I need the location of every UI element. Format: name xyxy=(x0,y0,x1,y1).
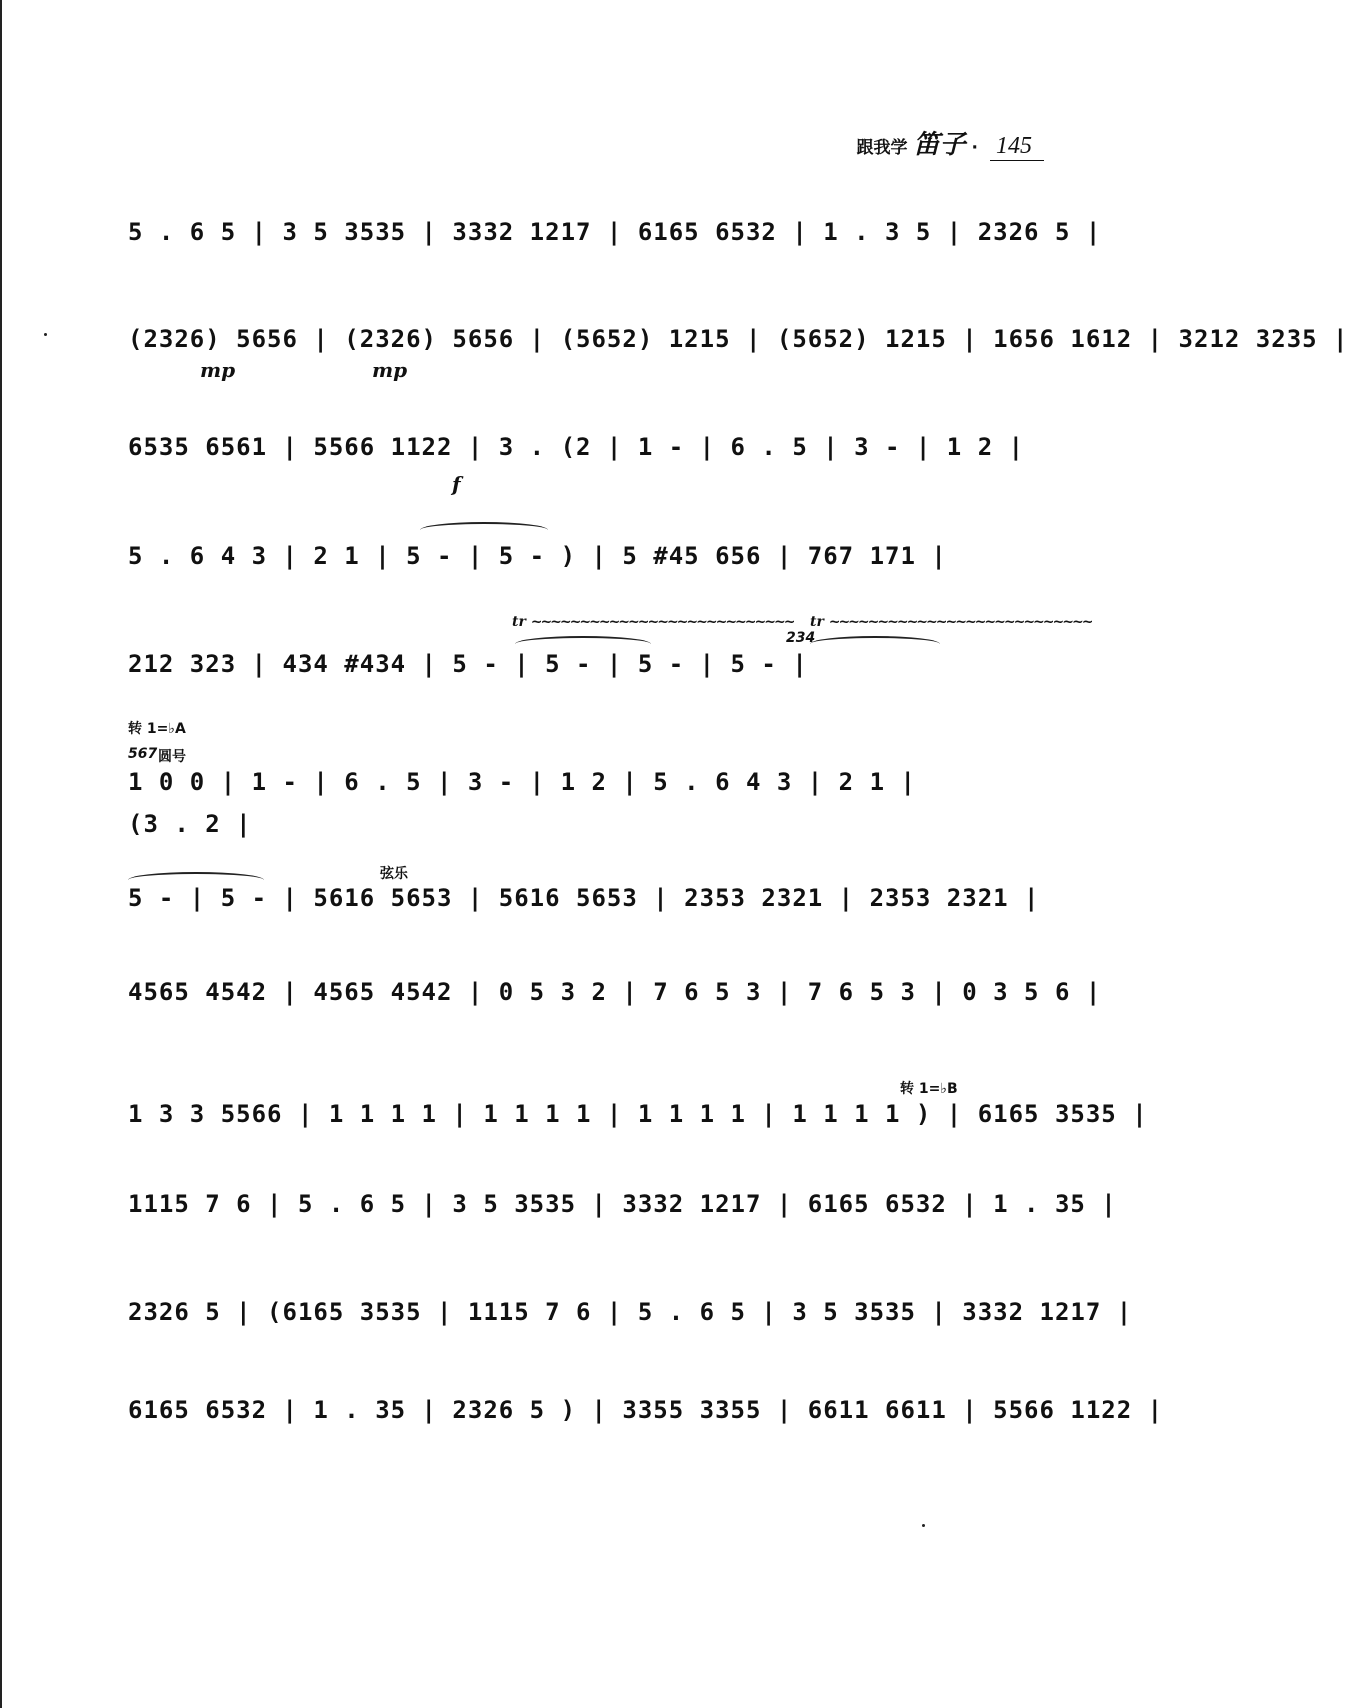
speck-mark-2 xyxy=(922,1524,925,1527)
score-line-1: 5 . 6 5 | 3 5 3535 | 3332 1217 | 6165 6532 | 1 . 3 5 | 2326 5 | xyxy=(128,218,1102,246)
trill-wave-2: ~~~~~~~~~~~~~~~~~~~~~~~~~~~ xyxy=(828,614,1092,630)
key-change-a-flat: 转 1=♭A xyxy=(128,721,186,737)
grace-note-567: 567 xyxy=(128,746,158,762)
trill-mark-2 xyxy=(810,614,1091,630)
score-line-2: (2326) 5656 | (2326) 5656 | (5652) 1215 | (5652) 1215 | 1656 1612 | 3212 3235 | xyxy=(128,325,1349,353)
score-line-4: 5 . 6 4 3 | 2 1 | 5 - | 5 - ) | 5 #45 656 | 767 171 | xyxy=(128,542,947,570)
trill-label-1: tr xyxy=(512,614,526,630)
trill-wave-1: ~~~~~~~~~~~~~~~~~~~~~~~~~~~ xyxy=(530,614,794,630)
strings-label: 弦乐 xyxy=(380,866,408,882)
score-line-12: 6165 6532 | 1 . 35 | 2326 5 ) | 3355 3355 | 6611 6611 | 5566 1122 | xyxy=(128,1396,1164,1424)
score-line-10: 1115 7 6 | 5 . 6 5 | 3 5 3535 | 3332 1217 | 6165 6532 | 1 . 35 | xyxy=(128,1190,1117,1218)
trill-label-2: tr xyxy=(810,614,824,630)
header-separator: · xyxy=(971,138,978,158)
dynamic-f: f xyxy=(452,472,461,496)
score-line-7: 5 - | 5 - | 5616 5653 | 5616 5653 | 2353 2321 | 2353 2321 | xyxy=(128,884,1040,912)
book-brand: 笛子 xyxy=(913,130,966,160)
dynamic-mp-1: mp xyxy=(200,358,236,382)
page-number: 145 xyxy=(990,133,1044,161)
slur-1 xyxy=(420,522,548,538)
score-line-8: 4565 4542 | 4565 4542 | 0 5 3 2 | 7 6 5 3 | 7 6 5 3 | 0 3 5 6 | xyxy=(128,978,1102,1006)
score-line-5: 212 323 | 434 #434 | 5 - | 5 - | 5 - | 5 - | xyxy=(128,650,808,678)
score-line-6: 1 0 0 | 1 - | 6 . 5 | 3 - | 1 2 | 5 . 6 4 3 | 2 1 | xyxy=(128,768,916,796)
score-line-3: 6535 6561 | 5566 1122 | 3 . (2 | 1 - | 6 . 5 | 3 - | 1 2 | xyxy=(128,433,1025,461)
score-line-9: 1 3 3 5566 | 1 1 1 1 | 1 1 1 1 | 1 1 1 1 | 1 1 1 1 ) | 6165 3535 | xyxy=(128,1100,1148,1128)
score-line-11: 2326 5 | (6165 3535 | 1115 7 6 | 5 . 6 5 | 3 5 3535 | 3332 1217 | xyxy=(128,1298,1133,1326)
trill-mark-1 xyxy=(512,614,793,630)
speck-mark-1 xyxy=(44,333,47,336)
dynamic-mp-2: mp xyxy=(372,358,408,382)
grace-note-234: 234 xyxy=(786,630,816,646)
score-line-6b: (3 . 2 | xyxy=(128,810,252,838)
circular-breath-label: 圆号 xyxy=(158,749,186,765)
key-change-b-flat: 转 1=♭B xyxy=(900,1081,958,1097)
book-title-text: 跟我学 xyxy=(856,138,908,158)
